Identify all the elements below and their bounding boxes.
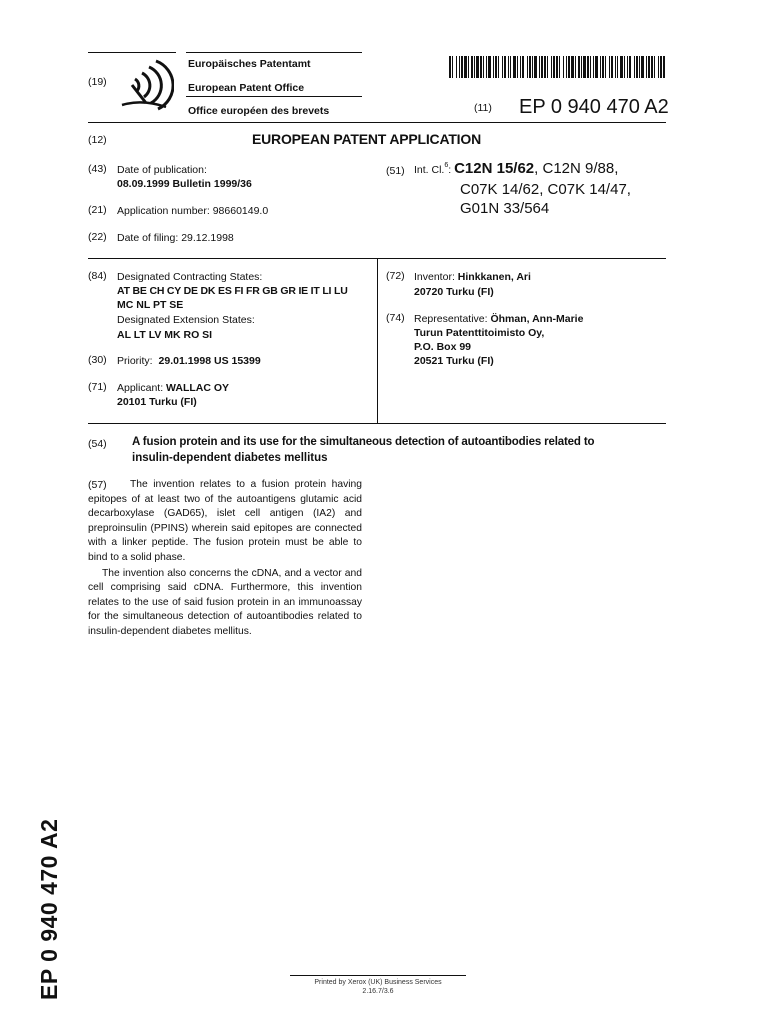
header-top-rule-right <box>186 52 362 53</box>
inid-57: (57) <box>88 479 107 491</box>
application-number: Application number: 98660149.0 <box>117 205 269 217</box>
footer-line2: 2.16.7/3.6 <box>362 988 394 995</box>
pub-date-value: 08.09.1999 Bulletin 1999/36 <box>117 178 252 190</box>
office-name-de: Europäisches Patentamt <box>188 58 311 70</box>
inid-71: (71) <box>88 381 107 393</box>
printer-footer <box>290 975 466 996</box>
abstract-paragraph-1: The invention relates to a fusion protein having epitopes of at least two of the autoantigens glutamic acid decarboxylase (GAD65), islet cell antigen (IA2) and preproinsulin (PPINS) wherein said epitopes are connected with a linker peptide. The fusion protein must be able to bind to a solid phase. <box>88 479 362 563</box>
ext-states: AL LT LV MK RO SI <box>117 329 213 341</box>
box-divider <box>377 258 378 423</box>
priority-value: 29.01.1998 US 15399 <box>158 355 261 367</box>
inid-21: (21) <box>88 204 107 216</box>
abstract-text <box>88 478 362 640</box>
abstract-paragraph-2: The invention also concerns the cDNA, and a vector and cell comprising said cDNA. Furthermore, this invention relates to the use of said fusion protein in an immunoassay for the simultaneous detection of autoantibodies related to insulin-dependent diabetes mellitus. <box>88 567 362 637</box>
inid-22: (22) <box>88 231 107 243</box>
inid-30: (30) <box>88 354 107 366</box>
inid-19: (19) <box>88 76 107 88</box>
inid-74: (74) <box>386 312 405 324</box>
inventor-name: Hinkkanen, Ari <box>457 271 531 283</box>
document-type: EUROPEAN PATENT APPLICATION <box>252 131 481 147</box>
inid-51: (51) <box>386 165 405 177</box>
epo-logo-icon <box>118 55 174 115</box>
filing-date: Date of filing: 29.12.1998 <box>117 232 234 244</box>
representative <box>414 312 583 326</box>
header-mid-rule <box>186 96 362 97</box>
inid-11: (11) <box>474 102 492 114</box>
inid-12: (12) <box>88 134 107 146</box>
inid-84: (84) <box>88 270 107 282</box>
int-cl-label: Int. Cl. <box>414 164 445 176</box>
footer-line1: Printed by Xerox (UK) Business Services <box>314 979 442 986</box>
int-cl-line1: Int. Cl.$^6$: C12N 15/62, C12N 9/88, <box>414 160 619 177</box>
applicant <box>117 381 229 395</box>
int-cl-line2: C07K 14/62, C07K 14/47, <box>460 181 631 198</box>
states-line1: AT BE CH CY DE DK ES FI FR GB GR IE IT LI LU <box>117 285 348 297</box>
representative-line1: Turun Patenttitoimisto Oy, <box>414 327 545 339</box>
states-label: Designated Contracting States: <box>117 271 263 283</box>
barcode-icon <box>449 56 667 78</box>
office-name-en: European Patent Office <box>188 82 305 94</box>
int-cl-main: C12N 15/62 <box>454 160 535 177</box>
inid-43: (43) <box>88 163 107 175</box>
priority <box>117 354 261 368</box>
pub-date-label: Date of publication: <box>117 164 207 176</box>
header-top-rule <box>88 52 176 53</box>
publication-number: EP 0 940 470 A2 <box>519 96 669 118</box>
int-cl-line1-rest: , C12N 9/88, <box>534 160 619 177</box>
int-cl-edition: 6 <box>444 162 449 169</box>
states-line2: MC NL PT SE <box>117 299 184 311</box>
invention-title-line2: insulin-dependent diabetes mellitus <box>132 452 328 464</box>
invention-title-line1: A fusion protein and its use for the simultaneous detection of autoantibodies related to <box>132 436 595 448</box>
ext-states-label: Designated Extension States: <box>117 314 255 326</box>
header-bottom-rule <box>88 122 666 123</box>
priority-label: Priority: <box>117 355 153 367</box>
office-name-fr: Office européen des brevets <box>188 105 330 117</box>
inid-72: (72) <box>386 270 405 282</box>
representative-line2: P.O. Box 99 <box>414 341 472 353</box>
inventor <box>414 270 531 284</box>
representative-name: Öhman, Ann-Marie <box>490 313 584 325</box>
applicant-address: 20101 Turku (FI) <box>117 396 197 408</box>
int-cl-line3: G01N 33/564 <box>460 200 550 217</box>
box-bottom-rule <box>88 423 666 424</box>
applicant-name: WALLAC OY <box>166 382 230 394</box>
representative-label: Representative: <box>414 313 488 325</box>
inid-54: (54) <box>88 438 107 450</box>
applicant-label: Applicant: <box>117 382 164 394</box>
inventor-address: 20720 Turku (FI) <box>414 286 494 298</box>
sidebar-publication-number: EP 0 940 470 A2 <box>36 818 62 1000</box>
representative-line3: 20521 Turku (FI) <box>414 355 494 367</box>
inventor-label: Inventor: <box>414 271 455 283</box>
